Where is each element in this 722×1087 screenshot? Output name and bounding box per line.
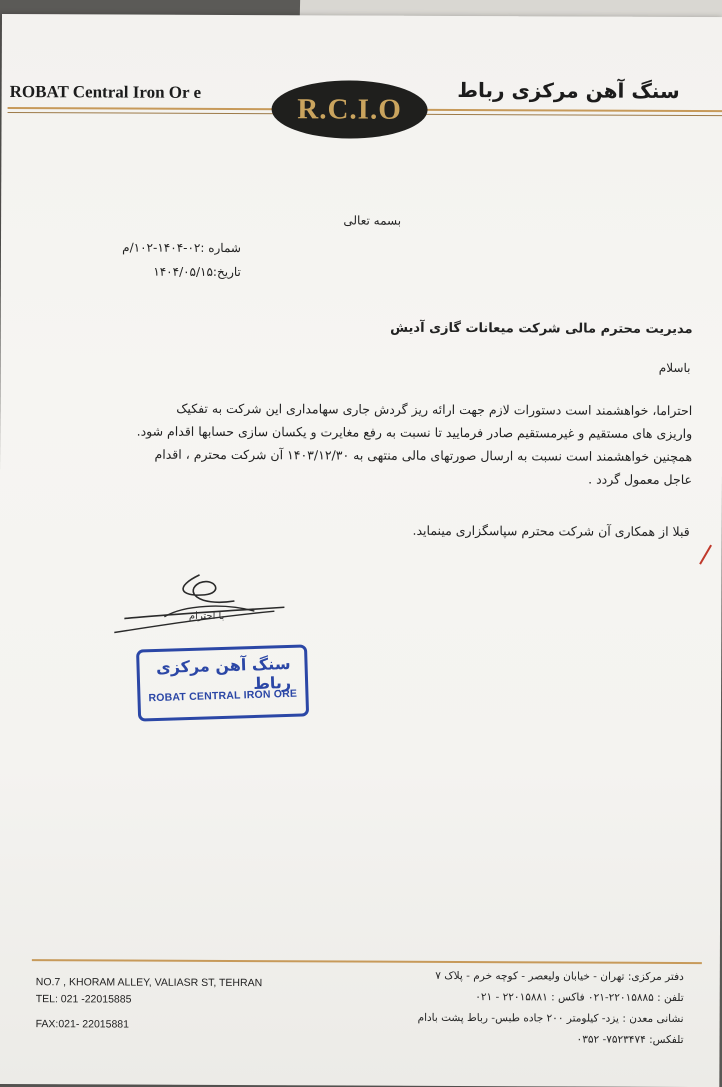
body-line: همچنین خواهشمند است نسبت به ارسال صورتهای مالی منتهی به ۱۴۰۳/۱۲/۳۰ آن شرکت محترم ، اقدام bbox=[154, 446, 693, 465]
footer-contact-fa bbox=[363, 966, 683, 1051]
body-line: واریزی های مستقیم و غیرمستقیم صادر فرمایید تا نسبت به رفع مغایرت و یکسان سازی حسابها اقدام شود. bbox=[136, 423, 693, 442]
footer-address-en: NO.7 , KHORAM ALLEY, VALIASR ST, TEHRAN bbox=[35, 976, 263, 990]
letter-date: تاریخ:۱۴۰۴/۰۵/۱۵ bbox=[153, 264, 241, 280]
footer-mine-fa: نشانی معدن : یزد- کیلومتر ۲۰۰ جاده طبس- رباط پشت بادام bbox=[417, 1011, 684, 1025]
stamp-text-en: ROBAT CENTRAL IRON ORE bbox=[148, 687, 298, 705]
footer-phone-fa: تلفن : ۲۲۰۱۵۸۸۵-۰۲۱ فاکس : ۲۲۰۱۵۸۸۱ - ۰۲۱ bbox=[475, 991, 684, 1004]
greeting: باسلام bbox=[658, 360, 691, 376]
company-stamp bbox=[136, 644, 309, 721]
signature-text: با احترام bbox=[188, 610, 225, 622]
footer-telefax-fa: تلفکس: ۷۵۲۳۴۷۴- ۰۳۵۲ bbox=[576, 1033, 684, 1046]
footer-office-fa: دفتر مرکزی: تهران - خیابان ولیعصر - کوچه خرم - پلاک ۷ bbox=[435, 969, 684, 983]
basmala: بسمه تعالی bbox=[343, 213, 402, 228]
body-line: عاجل معمول گردد . bbox=[588, 471, 693, 488]
closing-line: قبلا از همکاری آن شرکت محترم سپاسگزاری مینماید. bbox=[412, 522, 690, 540]
red-pen-mark bbox=[699, 545, 722, 572]
footer-tel-en: TEL: 021 -22015885 bbox=[35, 993, 132, 1006]
letter-body bbox=[92, 396, 692, 491]
stamp-text-fa: سنگ آهن مرکزی رباط bbox=[155, 653, 292, 694]
signature bbox=[104, 566, 294, 647]
body-line: احتراما، خواهشمند است دستورات لازم جهت ارائه ریز گردش جاری سهامداری این شرکت به تفکیک bbox=[176, 400, 693, 419]
addressee: مدیریت محترم مالی شرکت میعانات گازی آدیش bbox=[390, 320, 693, 338]
footer-fax-en: FAX:021- 22015881 bbox=[35, 1018, 130, 1031]
background-paper-text bbox=[696, 2, 701, 15]
letter-number: شماره :۰۲-۱۴۰۴-۱۰۲/م bbox=[122, 240, 242, 256]
letter-sheet bbox=[0, 14, 722, 1087]
company-name-en: ROBAT Central Iron Or e bbox=[9, 82, 202, 102]
footer-rule bbox=[32, 959, 702, 964]
footer-contact-en bbox=[36, 974, 263, 1034]
logo-text: R.C.I.O bbox=[297, 92, 402, 126]
company-logo bbox=[271, 80, 427, 139]
company-name-fa: سنگ آهن مرکزی رباط bbox=[457, 77, 680, 103]
letter-reference bbox=[91, 235, 241, 284]
